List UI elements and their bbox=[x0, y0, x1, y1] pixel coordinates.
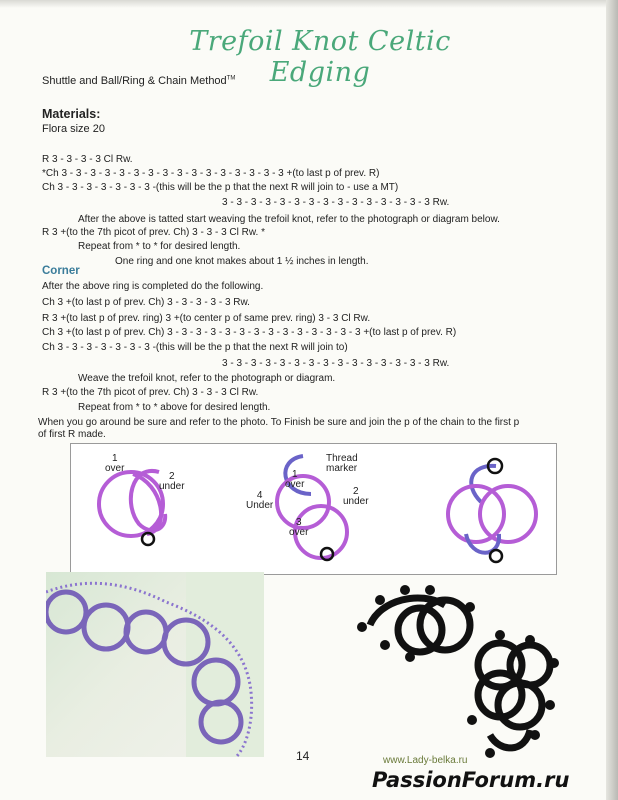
instruction-line: Ch 3 - 3 - 3 - 3 - 3 - 3 - 3 -(this will be the p that the next R will join to - use a MT) bbox=[42, 182, 399, 193]
site-url: www.Lady-belka.ru bbox=[383, 755, 468, 766]
corner-line: Repeat from * to * above for desired length. bbox=[78, 402, 271, 413]
instruction-line: *Ch 3 - 3 - 3 - 3 - 3 - 3 - 3 - 3 - 3 - 3 - 3 - 3 - 3 - 3 - 3 - 3 +(to last p of prev. R) bbox=[42, 168, 380, 179]
diagram-step-1 bbox=[99, 471, 165, 545]
label-under-4: 4 Under bbox=[246, 490, 274, 511]
subtitle-text: Shuttle and Ball/Ring & Chain Method bbox=[42, 75, 227, 87]
instruction-line: R 3 - 3 - 3 - 3 Cl Rw. bbox=[42, 154, 133, 165]
page-number: 14 bbox=[296, 749, 310, 763]
label-under-2: 2 under bbox=[343, 486, 369, 507]
corner-line: Weave the trefoil knot, refer to the photograph or diagram. bbox=[78, 373, 336, 384]
instruction-line: Repeat from * to * for desired length. bbox=[78, 241, 241, 252]
label-over-3: 3 over bbox=[289, 517, 309, 538]
corner-line: R 3 +(to last p of prev. ring) 3 +(to center p of same prev. ring) 3 - 3 Cl Rw. bbox=[42, 313, 371, 324]
instruction-line: R 3 +(to the 7th picot of prev. Ch) 3 - 3 - 3 Cl Rw. * bbox=[42, 227, 265, 238]
loop-right bbox=[480, 486, 536, 542]
lace-photo-drawing bbox=[46, 572, 264, 757]
page-top-shadow bbox=[0, 0, 618, 8]
corner-line: R 3 +(to the 7th picot of prev. Ch) 3 - 3 - 3 Cl Rw. bbox=[42, 387, 259, 398]
corner-heading: Corner bbox=[42, 265, 80, 277]
trefoil-diagram-box bbox=[70, 443, 557, 575]
corner-line: Ch 3 +(to last p of prev. Ch) 3 - 3 - 3 - 3 - 3 - 3 - 3 - 3 - 3 - 3 - 3 - 3 - 3 - 3 +(to last p of prev. R) bbox=[42, 327, 457, 338]
corner-line: Ch 3 +(to last p of prev. Ch) 3 - 3 - 3 - 3 - 3 Rw. bbox=[42, 297, 250, 308]
trademark: TM bbox=[226, 75, 236, 82]
label-thread-marker: Thread marker bbox=[326, 453, 358, 474]
bottom-picot bbox=[490, 550, 502, 562]
corner-line: When you go around be sure and refer to the photo. To Finish be sure and join the p of the chain to the first p bbox=[38, 417, 520, 428]
lace-diagram-rings bbox=[370, 598, 550, 748]
corner-line: After the above ring is completed do the following. bbox=[42, 281, 264, 292]
label-over-1: 1 over bbox=[285, 469, 305, 490]
lace-diagram bbox=[350, 585, 565, 760]
instruction-line: One ring and one knot makes about 1 ½ inches in length. bbox=[115, 256, 369, 267]
corner-line: Ch 3 - 3 - 3 - 3 - 3 - 3 - 3 -(this will be the p that the next R will join to) bbox=[42, 342, 348, 353]
page-title: Trefoil Knot Celtic Edging bbox=[189, 26, 451, 88]
page-edge-shadow bbox=[606, 0, 618, 800]
corner-line: 3 - 3 - 3 - 3 - 3 - 3 - 3 - 3 - 3 - 3 - 3 - 3 - 3 - 3 - 3 Rw. bbox=[222, 358, 450, 369]
label-over: 1 over bbox=[105, 453, 125, 474]
subtitle bbox=[42, 75, 235, 87]
trefoil-diagram bbox=[71, 444, 556, 574]
watermark: PassionForum.ru bbox=[372, 768, 570, 792]
lace-photo bbox=[46, 572, 264, 757]
instruction-line: After the above is tatted start weaving the trefoil knot, refer to the photograph or diagram below. bbox=[78, 214, 500, 225]
materials-value: Flora size 20 bbox=[42, 123, 105, 135]
corner-line: of first R made. bbox=[38, 429, 106, 440]
materials-heading: Materials: bbox=[42, 107, 101, 121]
instruction-line: 3 - 3 - 3 - 3 - 3 - 3 - 3 - 3 - 3 - 3 - 3 - 3 - 3 - 3 - 3 Rw. bbox=[222, 197, 450, 208]
diagram-step-3 bbox=[448, 459, 536, 562]
label-under: 2 under bbox=[159, 471, 185, 492]
